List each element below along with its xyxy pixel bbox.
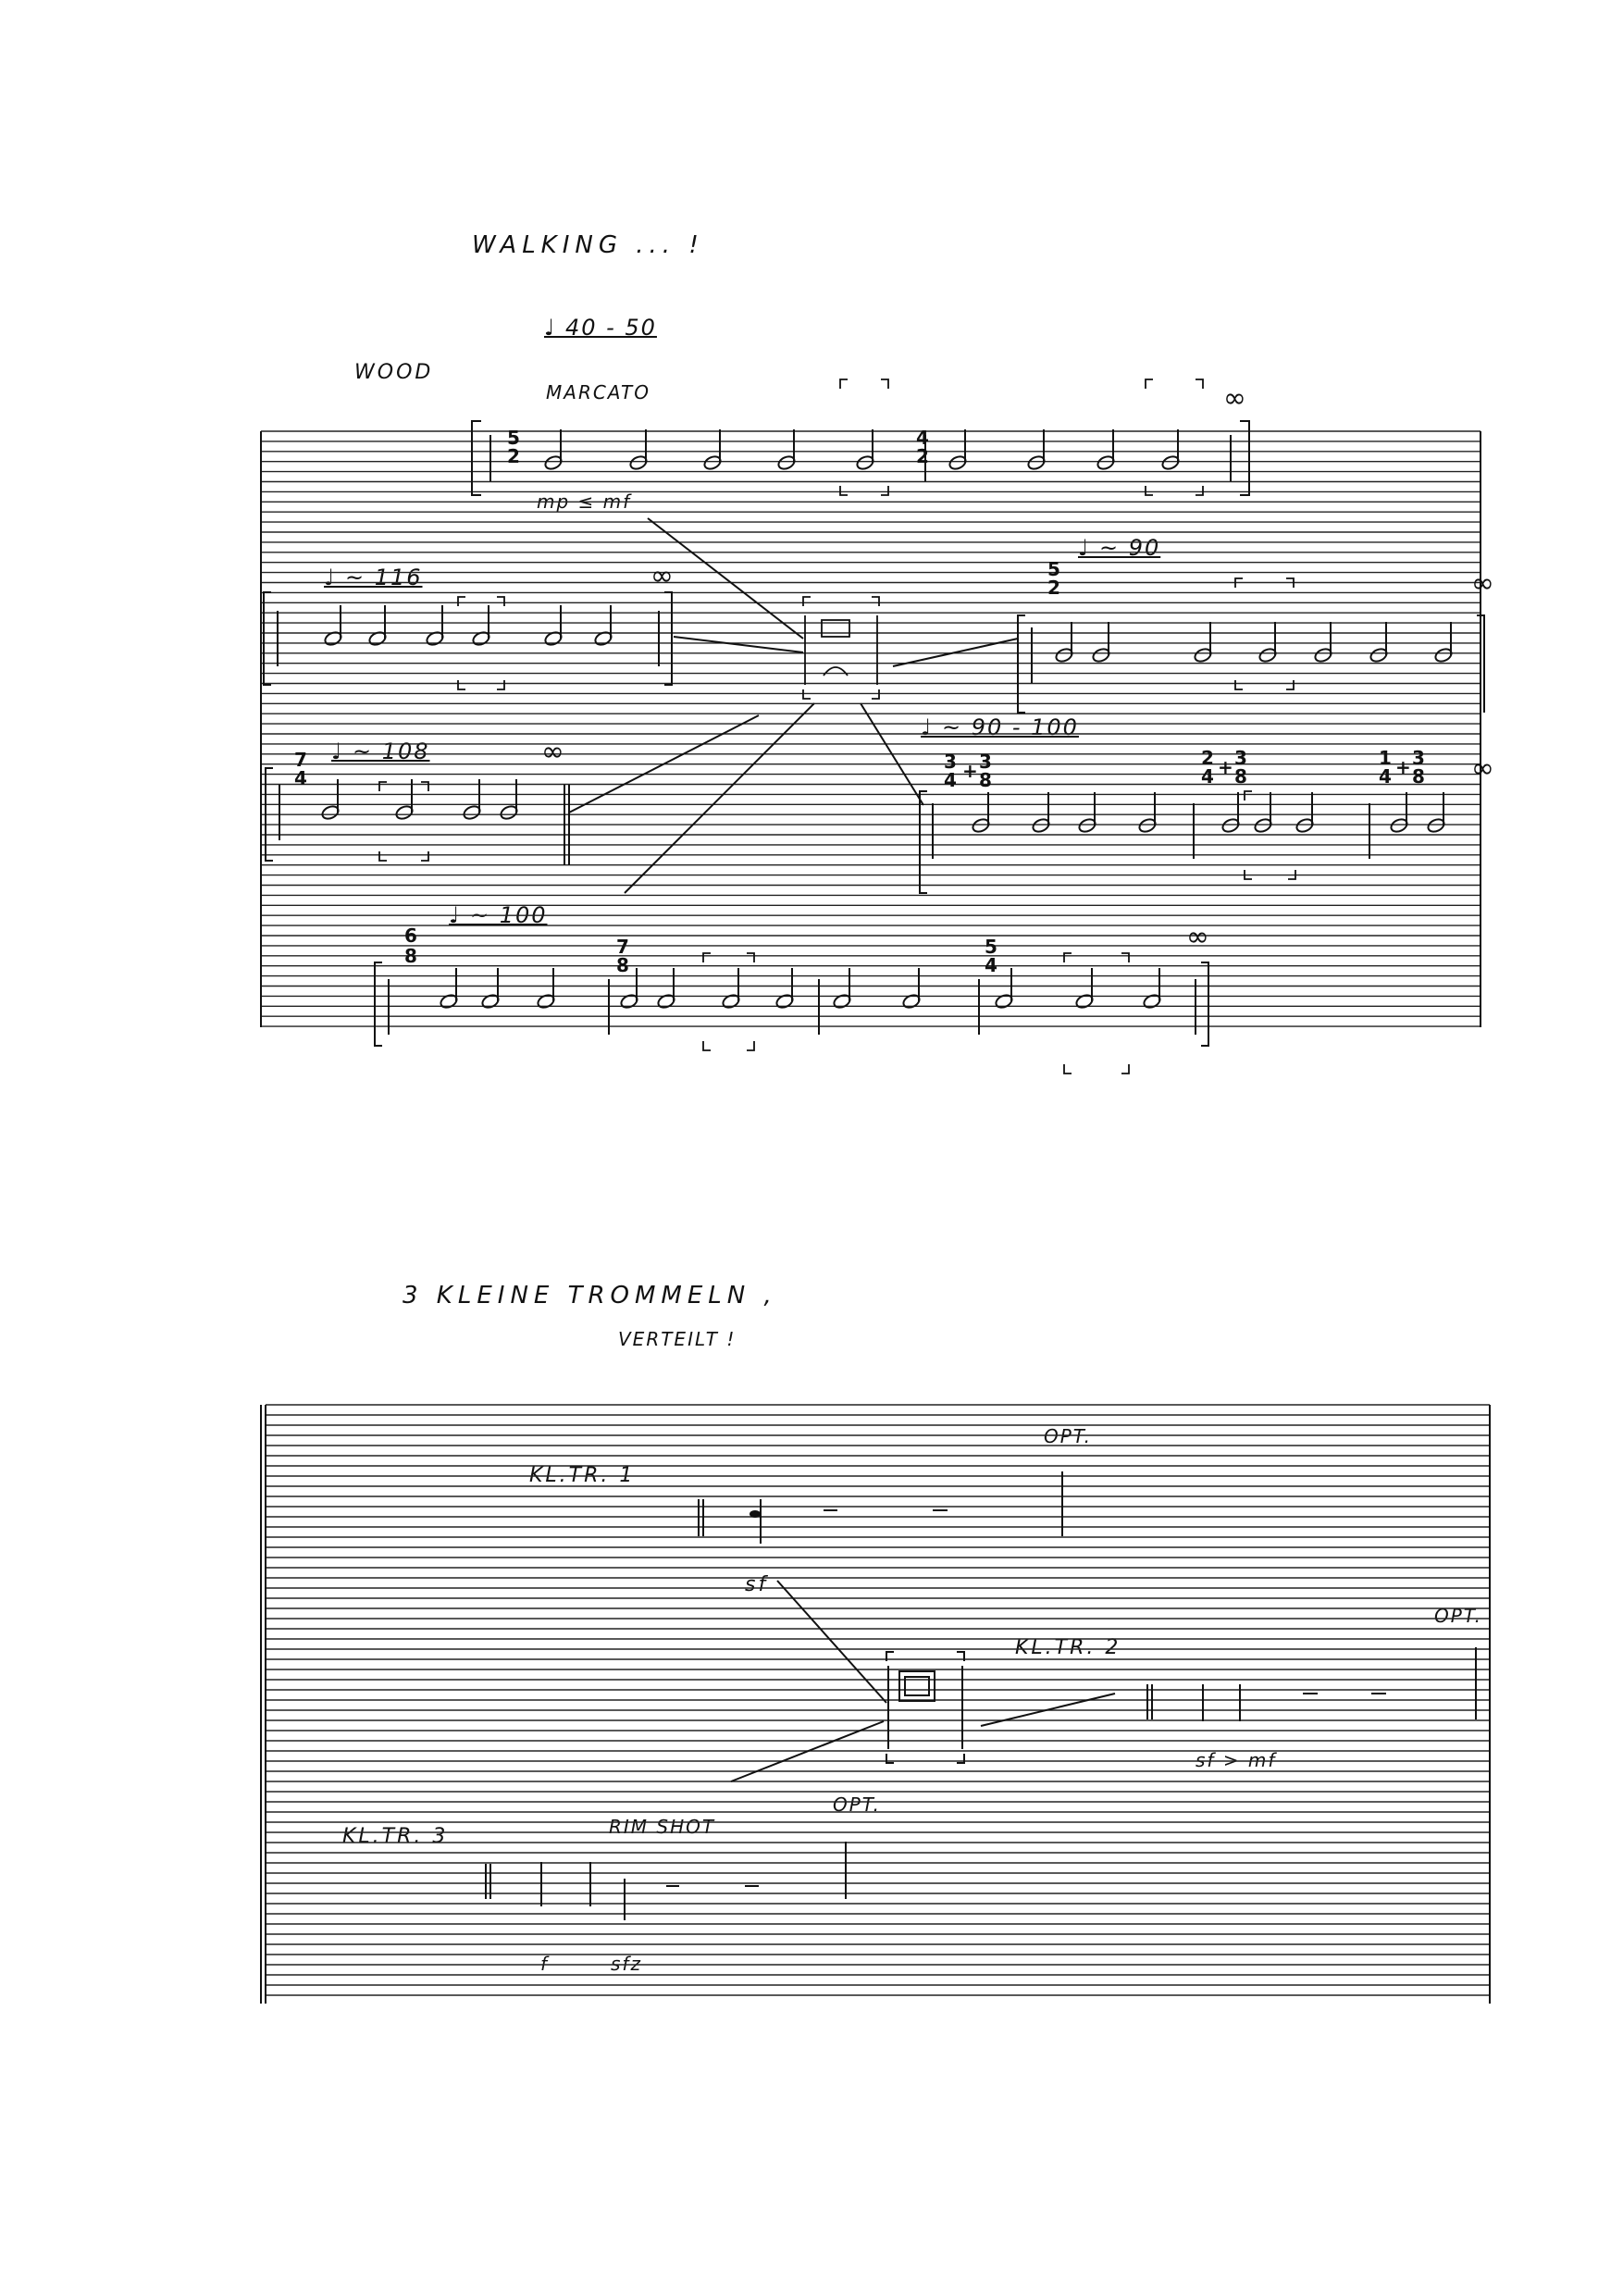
svg-text:4: 4 [985, 954, 997, 976]
svg-text:2: 2 [1047, 577, 1060, 599]
rim-shot-label: RIM SHOT [609, 1816, 716, 1838]
svg-text:∞: ∞ [1186, 921, 1209, 953]
svg-text:∞: ∞ [1223, 382, 1246, 415]
section2-subtitle: VERTEILT ! [618, 1328, 737, 1350]
bracket-groups [379, 379, 1295, 1074]
svg-text:4: 4 [916, 427, 929, 449]
opt-label-3: OPT. [833, 1793, 882, 1816]
svg-text:1: 1 [1379, 747, 1392, 769]
svg-text:7: 7 [294, 749, 307, 771]
svg-text:5: 5 [507, 427, 520, 449]
drum1-label: KL.TR. 1 [529, 1464, 636, 1487]
svg-text:4: 4 [1379, 765, 1392, 788]
svg-text:3: 3 [979, 751, 992, 773]
note-marks [320, 429, 1453, 1010]
svg-text:∞: ∞ [650, 560, 674, 592]
tempo-main: ♩ 40 - 50 [544, 315, 657, 341]
dynamics-label: mp ≤ mf [537, 490, 632, 513]
svg-text:5: 5 [985, 936, 997, 958]
svg-text:4: 4 [1201, 765, 1214, 788]
staff-lines [261, 431, 1490, 1995]
section1-title: WALKING ... ! [472, 231, 704, 259]
svg-text:8: 8 [1412, 765, 1425, 788]
tempo-staff2-left: ♩ ~ 116 [324, 565, 423, 590]
svg-text:4: 4 [294, 767, 307, 789]
drum3-label: KL.TR. 3 [342, 1825, 449, 1848]
instrument-label: WOOD [354, 361, 434, 384]
svg-text:5: 5 [1047, 558, 1060, 580]
svg-text:3: 3 [1412, 747, 1425, 769]
svg-text:4: 4 [944, 769, 957, 791]
svg-text:2: 2 [1201, 747, 1214, 769]
svg-text:8: 8 [979, 769, 992, 791]
dyn-sf: sf [745, 1573, 769, 1596]
svg-text:∞: ∞ [1471, 752, 1494, 785]
svg-text:∞: ∞ [1471, 567, 1494, 600]
tempo-staff2-right: ♩ ~ 90 [1078, 535, 1161, 561]
dyn-sf-mf: sf > mf [1196, 1749, 1277, 1771]
svg-text:2: 2 [916, 445, 929, 467]
svg-text:7: 7 [616, 936, 629, 958]
svg-text:∞: ∞ [541, 736, 564, 768]
svg-text:3: 3 [944, 751, 957, 773]
svg-text:+: + [962, 760, 978, 782]
section2-title: 3 KLEINE TROMMELN , [403, 1282, 777, 1309]
svg-text:8: 8 [616, 954, 629, 976]
dyn-sfz: sfz [611, 1953, 642, 1975]
svg-text:6: 6 [404, 925, 417, 947]
svg-text:8: 8 [1234, 765, 1247, 788]
svg-text:3: 3 [1234, 747, 1247, 769]
opt-label-2: OPT. [1434, 1605, 1483, 1627]
expression-label: MARCATO [546, 381, 650, 403]
dyn-f: f [540, 1953, 550, 1975]
svg-text:8: 8 [404, 945, 417, 967]
drum2-label: KL.TR. 2 [1015, 1636, 1121, 1659]
time-signatures [294, 427, 1425, 976]
connector-lines [569, 518, 1018, 893]
svg-text:2: 2 [507, 445, 520, 467]
svg-text:+: + [1218, 756, 1233, 778]
opt-label-1: OPT. [1044, 1425, 1093, 1447]
tempo-staff4: ♩ ~ 100 [449, 902, 548, 928]
svg-text:+: + [1395, 756, 1411, 778]
tempo-staff3-right: ♩ ~ 90 - 100 [921, 714, 1079, 740]
tempo-staff3-left: ♩ ~ 108 [331, 738, 430, 764]
